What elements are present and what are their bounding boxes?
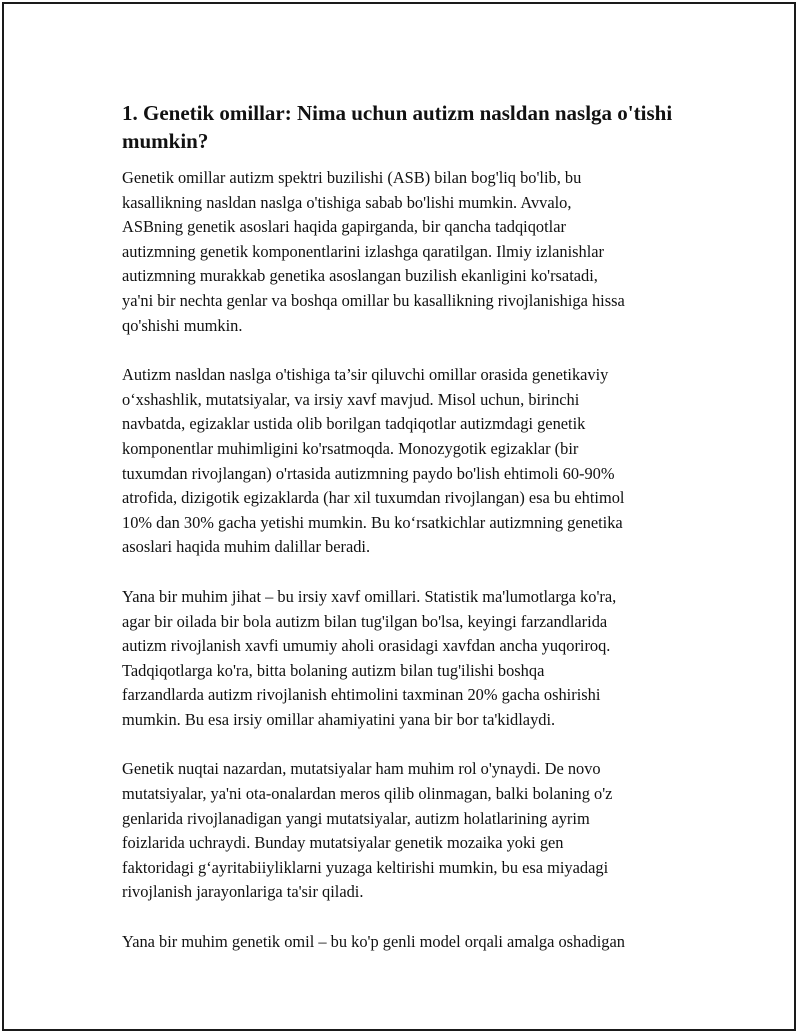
text-line: Yana bir muhim genetik omil – bu ko'p genli model orqali amalga oshadigan: [122, 932, 625, 952]
text-line: rivojlanish jarayonlariga ta'sir qiladi.: [122, 882, 364, 902]
text-line: ASBning genetik asoslari haqida gapirganda, bir qancha tadqiqotlar: [122, 217, 566, 237]
text-line: Autizm nasldan naslga o'tishiga ta’sir qiluvchi omillar orasida genetikaviy: [122, 365, 609, 385]
text-line: genlarida rivojlanadigan yangi mutatsiyalar, autizm holatlarining ayrim: [122, 808, 590, 828]
text-line: farzandlarda autizm rivojlanish ehtimolini taxminan 20% gacha oshirishi: [122, 685, 601, 705]
paragraph: [122, 757, 692, 905]
paragraph: [122, 585, 692, 733]
paragraph: [122, 363, 692, 560]
text-line: 10% dan 30% gacha yetishi mumkin. Bu ko‘rsatkichlar autizmning genetika: [122, 512, 623, 532]
text-line: o‘xshashlik, mutatsiyalar, va irsiy xavf mavjud. Misol uchun, birinchi: [122, 389, 580, 409]
text-line: faktoridagi g‘ayritabiiyliklarni yuzaga keltirishi mumkin, bu esa miyadagi: [122, 857, 609, 877]
heading-line: mumkin?: [122, 129, 209, 153]
text-line: mumkin. Bu esa irsiy omillar ahamiyatini yana bir bor ta'kidlaydi.: [122, 709, 556, 729]
text-line: Tadqiqotlarga ko'ra, bitta bolaning autizm bilan tug'ilishi boshqa: [122, 660, 545, 680]
text-line: komponentlar muhimligini ko'rsatmoqda. Monozygotik egizaklar (bir: [122, 438, 579, 458]
document-body: [122, 99, 692, 980]
text-line: atrofida, dizigotik egizaklarda (har xil tuxumdan rivojlangan) esa bu ehtimol: [122, 488, 625, 508]
heading-line: 1. Genetik omillar: Nima uchun autizm nasldan naslga o'tishi: [122, 101, 673, 125]
text-line: autizmning genetik komponentlarini izlashga qaratilgan. Ilmiy izlanishlar: [122, 241, 605, 261]
text-line: asoslari haqida muhim dalillar beradi.: [122, 537, 371, 557]
text-line: Yana bir muhim jihat – bu irsiy xavf omillari. Statistik ma'lumotlarga ko'ra,: [122, 586, 617, 606]
text-line: Genetik omillar autizm spektri buzilishi (ASB) bilan bog'liq bo'lib, bu: [122, 168, 582, 187]
text-line: navbatda, egizaklar ustida olib borilgan tadqiqotlar autizmdagi genetik: [122, 414, 586, 434]
page-frame: [2, 2, 796, 1031]
text-line: Genetik nuqtai nazardan, mutatsiyalar ham muhim rol o'ynaydi. De novo: [122, 759, 601, 779]
paragraph: [122, 166, 692, 338]
text-line: ya'ni bir nechta genlar va boshqa omillar bu kasallikning rivojlanishiga hissa: [122, 290, 625, 310]
text-line: kasallikning nasldan naslga o'tishiga sabab bo'lishi mumkin. Avvalo,: [122, 192, 572, 212]
section-heading: [122, 99, 692, 155]
text-line: tuxumdan rivojlangan) o'rtasida autizmning paydo bo'lish ehtimoli 60-90%: [122, 463, 615, 483]
text-line: autizmning murakkab genetika asoslangan buzilish ekanligini ko'rsatadi,: [122, 266, 598, 286]
paragraph: [122, 930, 692, 955]
text-line: autizm rivojlanish xavfi umumiy aholi orasidagi xavfdan ancha yuqoriroq.: [122, 636, 611, 656]
text-line: qo'shishi mumkin.: [122, 315, 243, 335]
text-line: mutatsiyalar, ya'ni ota-onalardan meros qilib olinmagan, balki bolaning o'z: [122, 784, 613, 804]
text-line: agar bir oilada bir bola autizm bilan tug'ilgan bo'lsa, keyingi farzandlarida: [122, 611, 608, 631]
text-line: foizlarida uchraydi. Bunday mutatsiyalar genetik mozaika yoki gen: [122, 833, 564, 853]
